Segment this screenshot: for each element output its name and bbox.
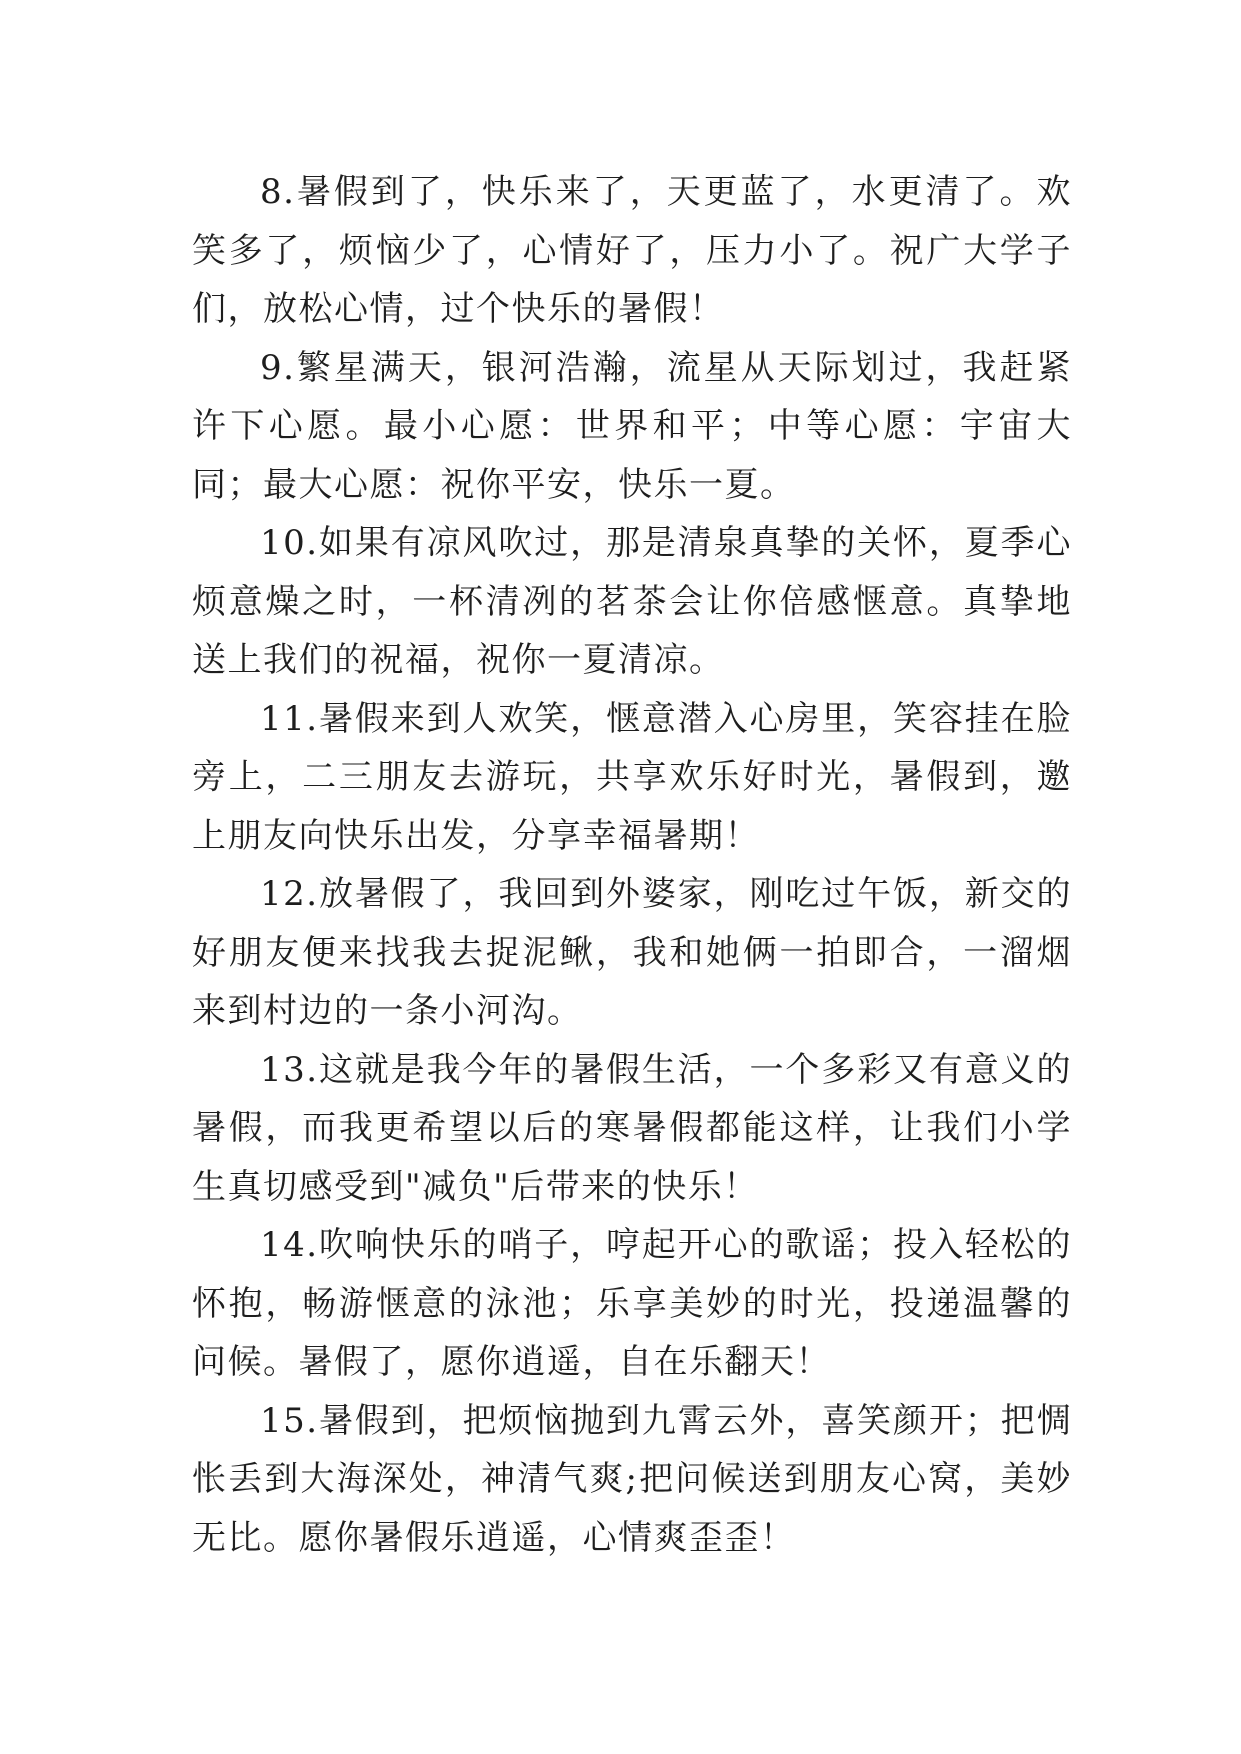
paragraph-13: 13.这就是我今年的暑假生活，一个多彩又有意义的暑假，而我更希望以后的寒暑假都能这样，让我们小学生真切感受到"减负"后带来的快乐！ [192, 1049, 1072, 1207]
paragraph-11: 11.暑假来到人欢笑，惬意潜入心房里，笑容挂在脸旁上，二三朋友去游玩，共享欢乐好时光，暑假到，邀上朋友向快乐出发，分享幸福暑期！ [192, 698, 1072, 856]
paragraph-8: 8.暑假到了，快乐来了，天更蓝了，水更清了。欢笑多了，烦恼少了，心情好了，压力小了。祝广大学子们，放松心情，过个快乐的暑假！ [192, 172, 1072, 329]
paragraph-9: 9.繁星满天，银河浩瀚，流星从天际划过，我赶紧许下心愿。最小心愿：世界和平；中等心愿：宇宙大同；最大心愿：祝你平安，快乐一夏。 [192, 347, 1072, 505]
paragraph-14: 14.吹响快乐的哨子，哼起开心的歌谣；投入轻松的怀抱，畅游惬意的泳池；乐享美妙的时光，投递温馨的问候。暑假了，愿你逍遥，自在乐翻天！ [192, 1225, 1072, 1382]
paragraph-15: 15.暑假到，把烦恼抛到九霄云外，喜笑颜开；把惆怅丢到大海深处，神清气爽;把问候送到朋友心窝，美妙无比。愿你暑假乐逍遥，心情爽歪歪！ [192, 1400, 1072, 1558]
document-body [192, 163, 1072, 1567]
paragraph-12: 12.放暑假了，我回到外婆家，刚吃过午饭，新交的好朋友便来找我去捉泥鳅，我和她俩一拍即合，一溜烟来到村边的一条小河沟。 [192, 874, 1072, 1031]
paragraph-10: 10.如果有凉风吹过，那是清泉真挚的关怀，夏季心烦意燥之时，一杯清冽的茗茶会让你倍感惬意。真挚地送上我们的祝福，祝你一夏清凉。 [192, 523, 1072, 680]
